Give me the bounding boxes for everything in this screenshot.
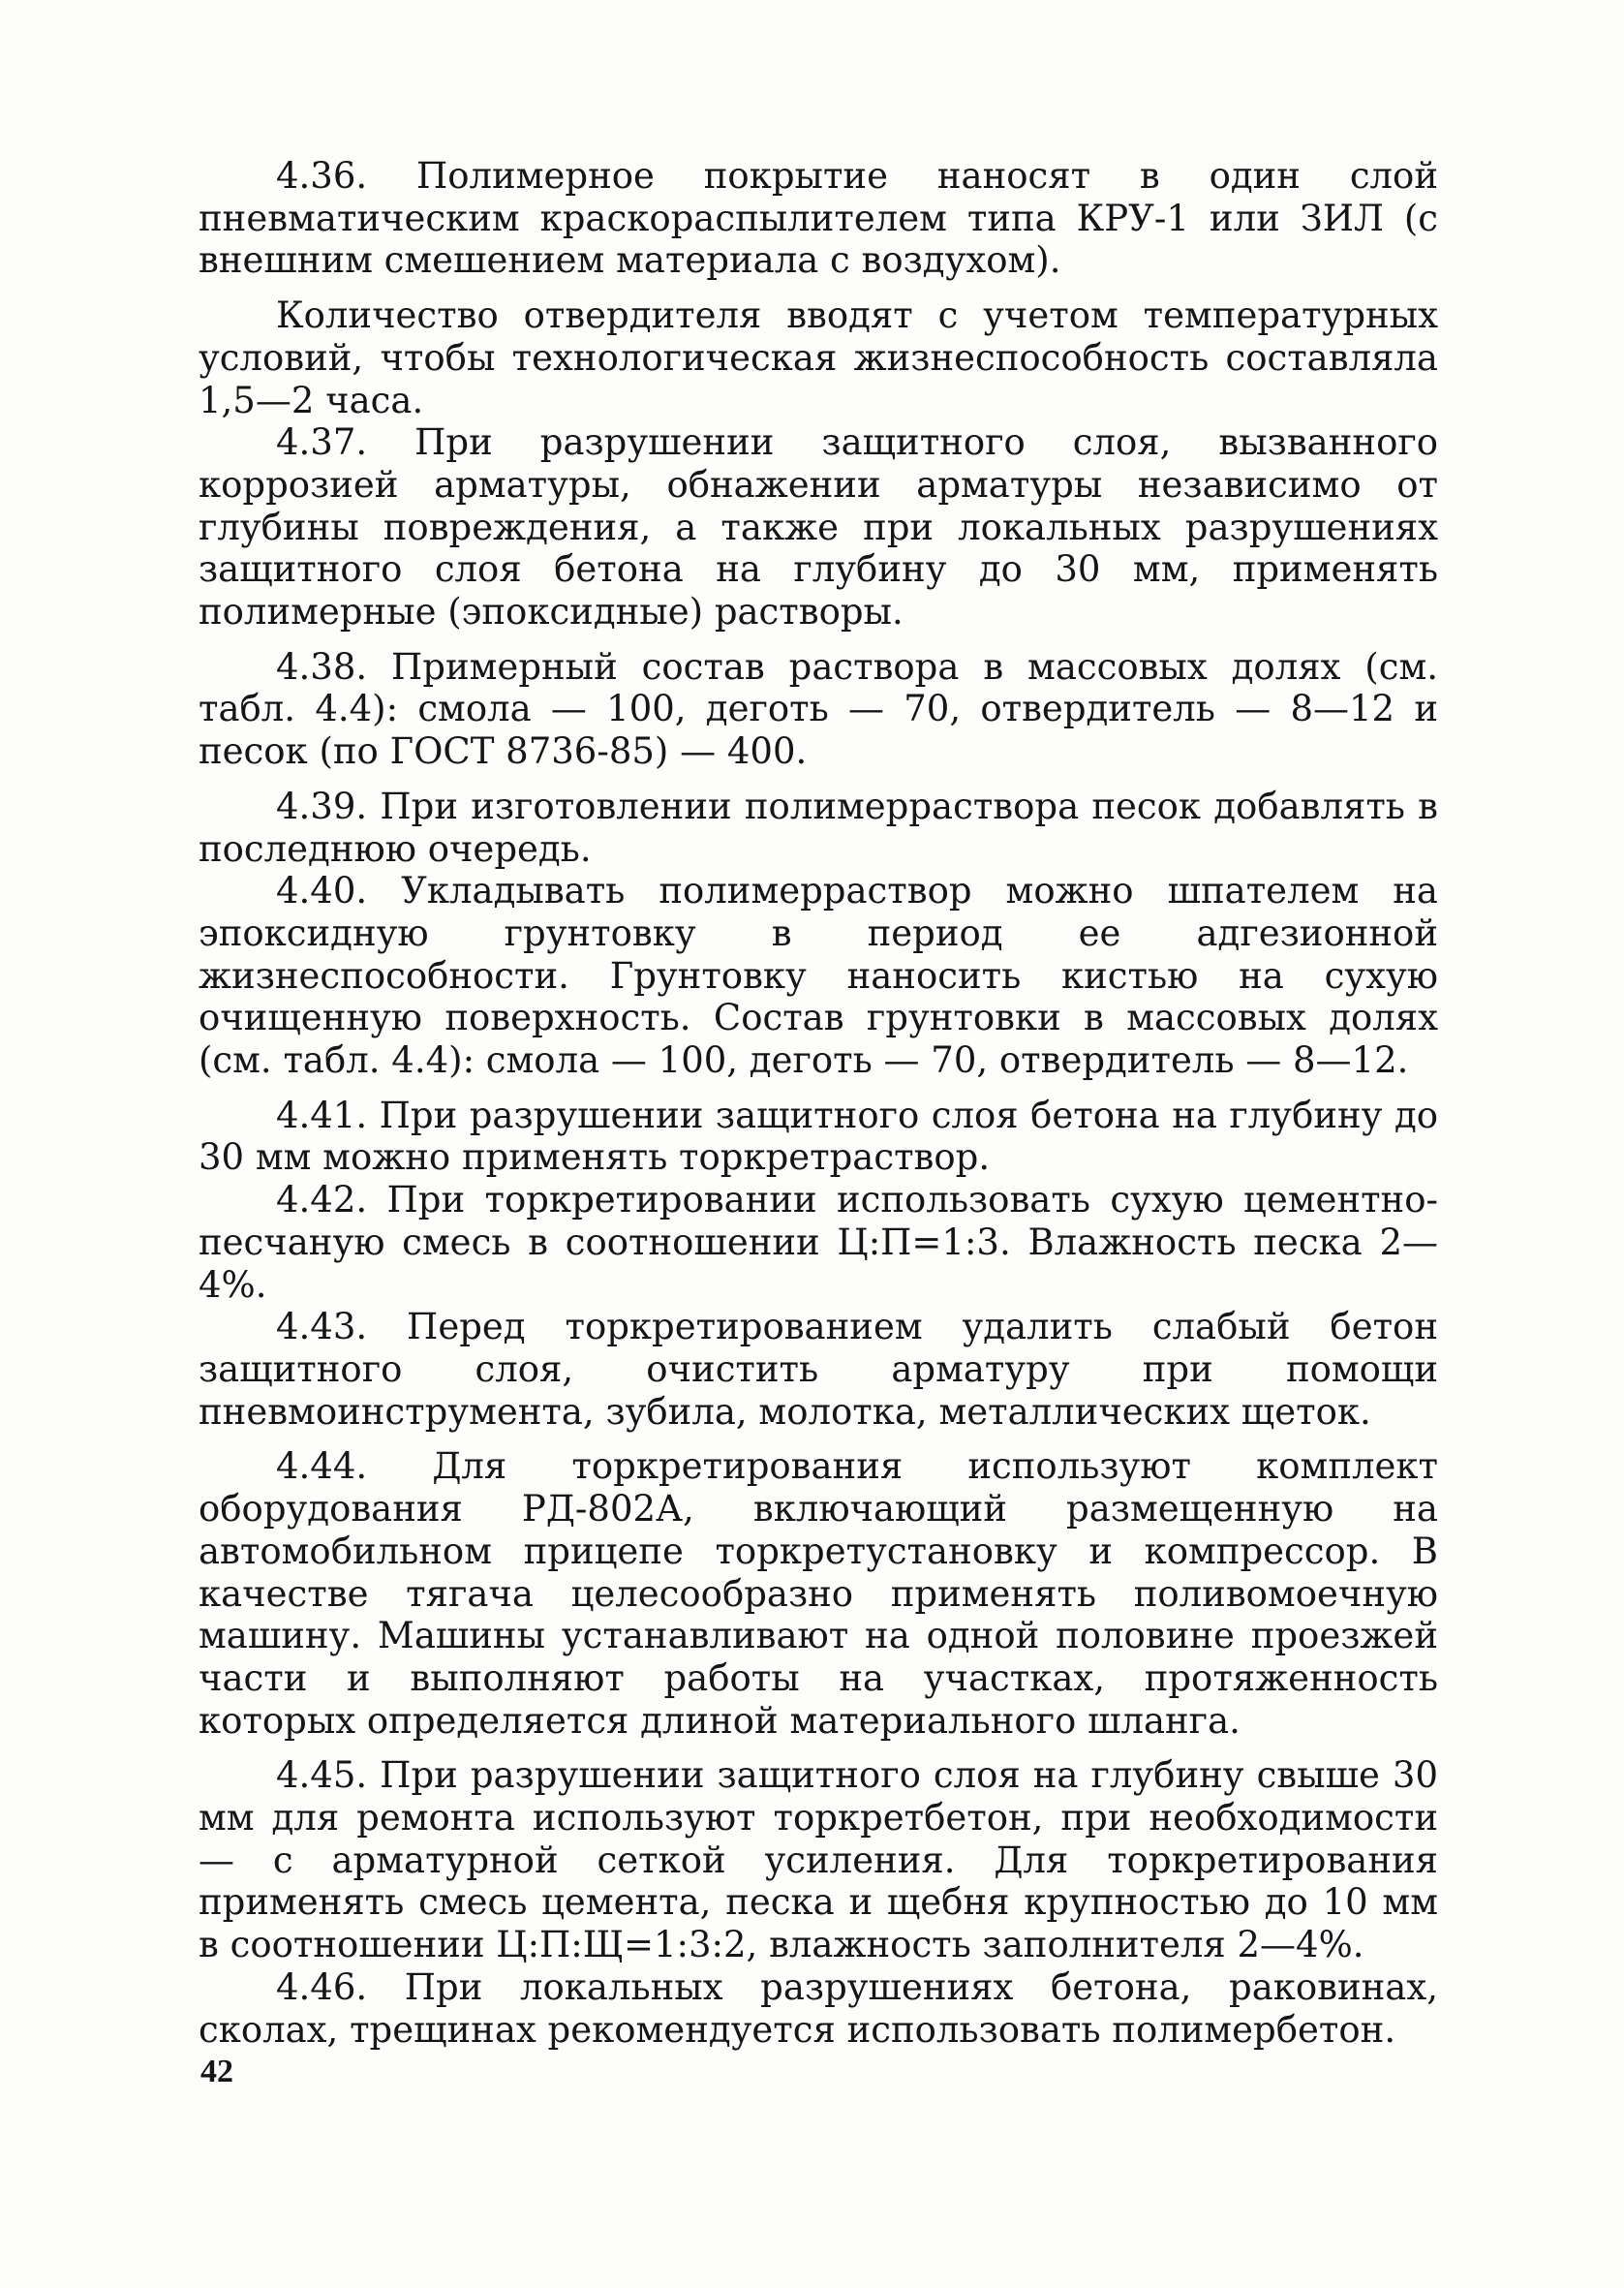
paragraph-4-37: 4.37. При разрушении защитного слоя, вызванного коррозией арматуры, обнажении арматуры независимо от глубины повреждения, а также при локальных разрушениях защитного слоя бетона на глубину до 30 мм, применять полимерные (эпоксидные) растворы. [199, 421, 1438, 634]
page-number: 42 [200, 2054, 233, 2089]
body-text [199, 155, 1438, 2051]
paragraph-4-40: 4.40. Укладывать полимерраствор можно шпателем на эпоксидную грунтовку в период ее адгезионной жизнеспособности. Грунтовку наносить кистью на сухую очищенную поверхность. Состав грунтовки в массовых долях (см. табл. 4.4): смола — 100, деготь — 70, отвердитель — 8—12. [199, 870, 1438, 1082]
paragraph-4-46: 4.46. При локальных разрушениях бетона, раковинах, сколах, трещинах рекомендуется использовать полимербетон. [199, 1965, 1438, 2051]
paragraph-4-44: 4.44. Для торкретирования используют комплект оборудования РД-802А, включающий размещенную на автомобильном прицепе торкретустановку и компрессор. В качестве тягача целесообразно применять поливомоечную машину. Машины устанавливают на одной половине проезжей части и выполняют работы на участках, протяженность которых определяется длиной материального шланга. [199, 1445, 1438, 1742]
paragraph-4-38: 4.38. Примерный состав раствора в массовых долях (см. табл. 4.4): смола — 100, деготь — 70, отвердитель — 8—12 и песок (по ГОСТ 8736-85) — 400. [199, 645, 1438, 773]
paragraph-4-36: 4.36. Полимерное покрытие наносят в один слой пневматическим краскораспылителем типа КРУ-1 или ЗИЛ (с внешним смешением материала с воздухом). [199, 155, 1438, 282]
paragraph-4-43: 4.43. Перед торкретированием удалить слабый бетон защитного слоя, очистить арматуру при помощи пневмоинструмента, зубила, молотка, металлических щеток. [199, 1306, 1438, 1433]
paragraph-4-36-cont: Количество отвердителя вводят с учетом температурных условий, чтобы технологическая жизнеспособность составляла 1,5—2 часа. [199, 294, 1438, 421]
paragraph-4-45: 4.45. При разрушении защитного слоя на глубину свыше 30 мм для ремонта используют торкретбетон, при необходимости — с арматурной сеткой усиления. Для торкретирования применять смесь цемента, песка и щебня крупностью до 10 мм в соотношении Ц:П:Щ=1:3:2, влажность заполнителя 2—4%. [199, 1754, 1438, 1966]
paragraph-4-41: 4.41. При разрушении защитного слоя бетона на глубину до 30 мм можно применять торкретраствор. [199, 1094, 1438, 1179]
paragraph-4-39: 4.39. При изготовлении полимерраствора песок добавлять в последнюю очередь. [199, 785, 1438, 870]
paragraph-4-42: 4.42. При торкретировании использовать сухую цементно-песчаную смесь в соотношении Ц:П=1:3. Влажность песка 2—4%. [199, 1179, 1438, 1306]
